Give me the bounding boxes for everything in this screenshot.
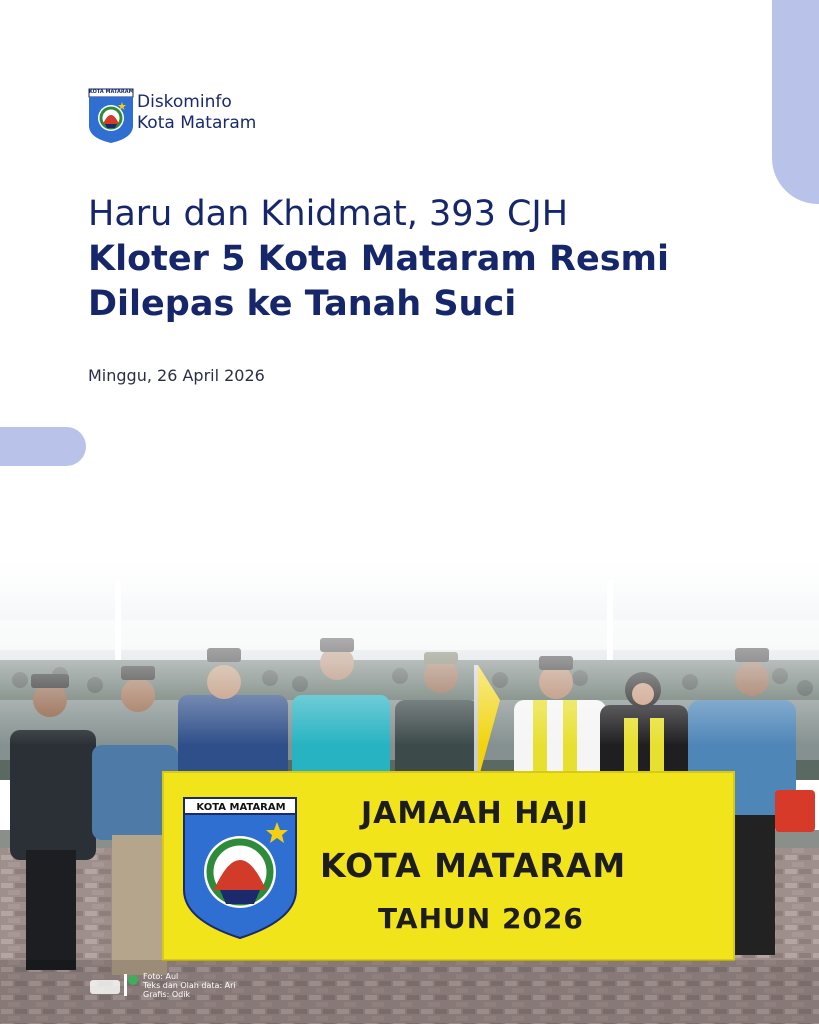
banner-logo-label: KOTA MATARAM xyxy=(196,802,286,813)
headline-line-3: Dilepas ke Tanah Suci xyxy=(88,284,517,324)
photo-credits xyxy=(143,972,236,999)
credit-foto: Foto: Aul xyxy=(143,972,179,981)
kota-mataram-logo xyxy=(88,88,134,144)
credit-teks: Teks dan Olah data: Ari xyxy=(143,981,236,990)
banner-line-3: TAHUN 2026 xyxy=(378,902,584,935)
logo-label: KOTA MATARAM xyxy=(89,89,134,95)
credit-logos xyxy=(88,972,140,998)
headline-line-1: Haru dan Khidmat, 393 CJH xyxy=(88,194,569,234)
org-line-2: Kota Mataram xyxy=(137,113,257,133)
credit-grafis: Grafis: Odik xyxy=(143,990,191,999)
decorative-shape-left xyxy=(0,427,86,466)
publish-date: Minggu, 26 April 2026 xyxy=(88,366,265,385)
headline xyxy=(88,192,788,327)
event-photo xyxy=(0,560,819,1024)
banner-line-1: JAMAAH HAJI xyxy=(361,796,589,831)
decorative-shape-top-right xyxy=(772,0,819,204)
organization-name xyxy=(137,92,256,134)
headline-line-2: Kloter 5 Kota Mataram Resmi xyxy=(88,239,670,279)
banner-line-2: KOTA MATARAM xyxy=(320,846,627,885)
org-line-1: Diskominfo xyxy=(137,92,232,112)
